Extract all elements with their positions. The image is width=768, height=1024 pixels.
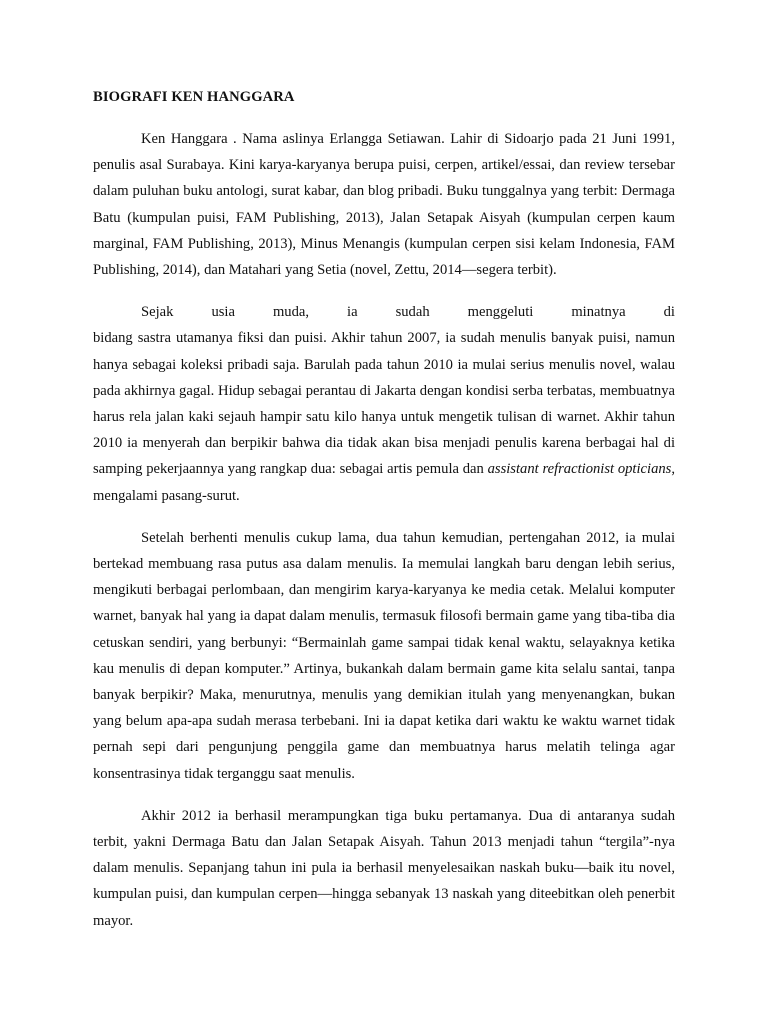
paragraph-2-word: ia — [347, 304, 358, 321]
paragraph-2-word: di — [663, 304, 675, 321]
document-content — [93, 84, 675, 934]
paragraph-2-word: Sejak — [141, 304, 174, 321]
paragraph-2-word: menggeluti — [467, 304, 534, 321]
paragraph-2-text-b: , mengalami pasang-surut. — [93, 461, 676, 504]
paragraph-2-word: minatnya — [571, 304, 626, 321]
paragraph-4: Akhir 2012 ia berhasil merampungkan tiga buku pertamanya. Dua di antaranya sudah terbit, yakni Dermaga Batu dan Jalan Setapak Aisyah. Tahun 2013 menjadi tahun “tergila”-nya dalam menulis. Sepanjang tahun ini pula ia berhasil menyelesaikan naskah buku—baik itu novel, kumpulan puisi, dan kumpulan cerpen—hingga sebanyak 13 naskah yang diteebitkan oleh penerbit mayor. — [93, 807, 675, 929]
paragraph-1: Ken Hanggara . Nama aslinya Erlangga Setiawan. Lahir di Sidoarjo pada 21 Juni 1991, penulis asal Surabaya. Kini karya-karyanya berupa puisi, cerpen, artikel/essai, dan review tersebar dalam puluhan buku antologi, surat kabar, dan blog pribadi. Buku tunggalnya yang terbit: Dermaga Batu (kumpulan puisi, FAM Publishing, 2013), Jalan Setapak Aisyah (kumpulan cerpen kaum marginal, FAM Publishing, 2013), Minus Menangis (kumpulan cerpen sisi kelam Indonesia, FAM Publishing, 2014), dan Matahari yang Setia (novel, Zettu, 2014—segera terbit). — [93, 131, 675, 279]
paragraph-2-text-a: bidang sastra utamanya fiksi dan puisi. Akhir tahun 2007, ia sudah menulis banyak puisi, namun hanya sebagai koleksi pribadi saja. Barulah pada tahun 2010 ia mulai serius menulis novel, walau pada akhirnya gagal. Hidup sebagai perantau di Jakarta dengan kondisi serba terbatas, membuatnya harus rela jalan kaki sejauh hampir satu kilo hanya untuk mengetik tulisan di warnet. Akhir tahun 2010 ia menyerah dan berpikir bahwa dia tidak akan bisa menjadi penulis karena berbagai hal di samping pekerjaannya yang rangkap dua: sebagai artis pemula dan — [93, 330, 675, 478]
paragraph-2-body — [93, 325, 675, 508]
paragraph-2-word: muda, — [272, 304, 310, 321]
paragraph-3: Setelah berhenti menulis cukup lama, dua tahun kemudian, pertengahan 2012, ia mulai bertekad membuang rasa putus asa dalam menulis. Ia memulai langkah baru dengan lebih serius, mengikuti berbagai perlombaan, dan mengirim karya-karyanya ke media cetak. Melalui komputer warnet, banyak hal yang ia dapat dalam menulis, termasuk filosofi bermain game yang tiba-tiba dia cetuskan sendiri, yang berbunyi: “Bermainlah game sampai tidak kenal waktu, selayaknya ketika kau menulis di depan komputer.” Artinya, bukankah dalam bermain game kita selalu santai, tanpa banyak berpikir? Maka, menurutnya, menulis yang demikian itulah yang menyenangkan, bukan yang belum apa-apa sudah merasa terbebani. Ini ia dapat ketika dari waktu ke waktu warnet tidak pernah sepi dari pengunjung penggila game dan membuatnya harus melatih telinga agar konsentrasinya tidak terganggu saat menulis. — [93, 529, 675, 782]
paragraph-2-word: usia — [211, 304, 235, 321]
paragraph-2-word: sudah — [395, 304, 430, 321]
paragraph-2 — [93, 299, 675, 509]
paragraph-2-italic-phrase: assistant refractionist opticians — [487, 461, 672, 478]
document-title: BIOGRAFI KEN HANGGARA — [93, 89, 295, 105]
paragraph-2-first-line — [93, 299, 675, 325]
